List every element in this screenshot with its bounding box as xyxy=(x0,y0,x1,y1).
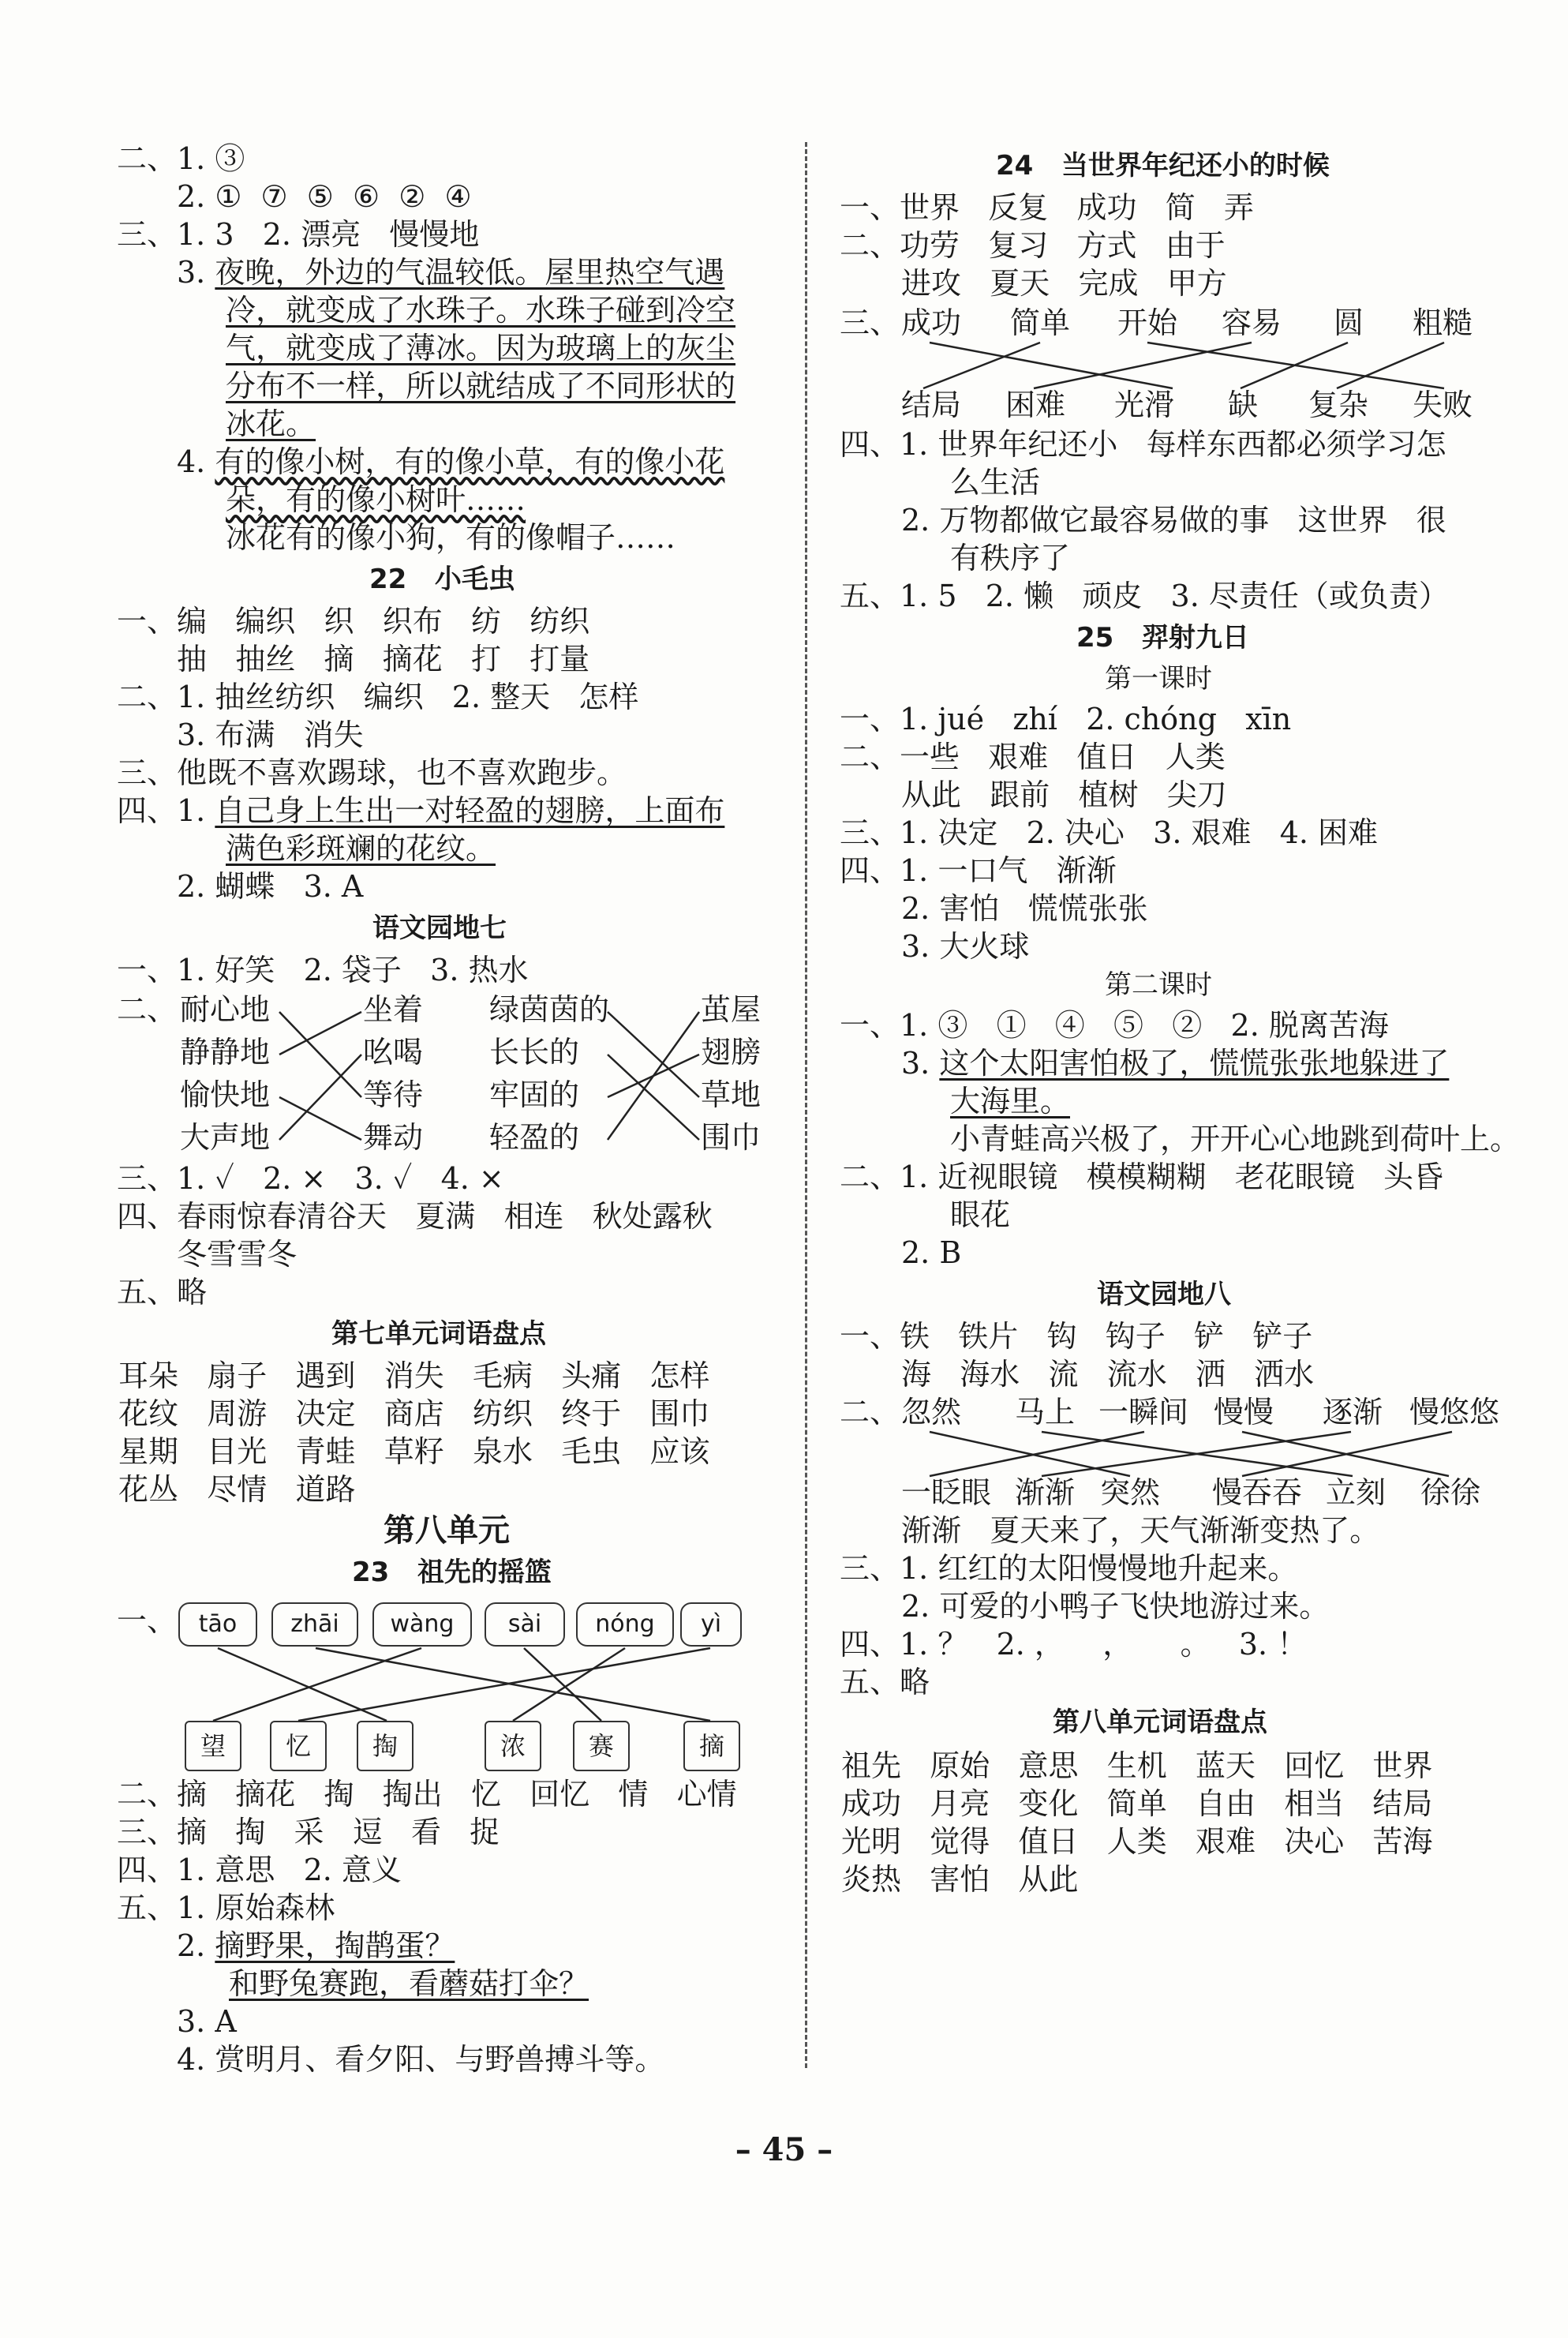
answer-line: 一、 xyxy=(117,1603,178,1638)
answer-line: 满色彩斑斓的花纹。 xyxy=(226,831,496,866)
answer-line: 三、1. ✓ 2. × 3. ✓ 4. × xyxy=(117,1161,504,1196)
answer-line: 进攻 夏天 完成 甲方 xyxy=(901,266,1227,301)
answer-line: 2. 可爱的小鸭子飞快地游过来。 xyxy=(901,1589,1330,1624)
match-line xyxy=(298,1648,710,1721)
match-line xyxy=(213,1648,421,1721)
match-line xyxy=(930,343,1173,388)
answer-line: 从此 跟前 植树 尖刀 xyxy=(901,777,1227,812)
answer-line: 分布不一样，所以就结成了不同形状的 xyxy=(226,369,736,403)
page-number: – 45 – xyxy=(735,2131,833,2168)
match-word: 慢吞吞 xyxy=(1212,1475,1303,1510)
answer-line: 四、1. 自己身上生出一对轻盈的翅膀，上面布 xyxy=(117,793,725,828)
char-box: 赛 xyxy=(573,1721,630,1771)
match-word: 围巾 xyxy=(701,1120,762,1155)
answer-line: 三、 xyxy=(840,305,900,340)
answer-line: 二、1. 抽丝纺织 编织 2. 整天 怎样 xyxy=(117,680,639,714)
match-word: 失败 xyxy=(1413,388,1473,422)
match-word: 简单 xyxy=(1010,305,1071,340)
answer-line: 四、1. 一口气 渐渐 xyxy=(840,853,1117,888)
match-word: 愉快地 xyxy=(180,1077,271,1112)
match-word: 困难 xyxy=(1005,388,1066,422)
match-word: 渐渐 xyxy=(1015,1475,1076,1510)
answer-line: 3. 这个太阳害怕极了，慌慌张张地躲进了 xyxy=(901,1046,1450,1081)
section-heading: 语文园地八 xyxy=(1097,1279,1231,1310)
answer-line: 2. 害怕 慌慌张张 xyxy=(901,891,1148,926)
match-line xyxy=(930,1432,1144,1476)
match-line xyxy=(279,1055,361,1140)
match-word: 长长的 xyxy=(489,1035,580,1070)
match-word: 圆 xyxy=(1334,305,1364,340)
match-line xyxy=(1042,1432,1353,1476)
match-line xyxy=(513,1648,625,1721)
match-word: 静静地 xyxy=(180,1035,271,1070)
match-line xyxy=(1241,343,1348,388)
pinyin-box: zhāi xyxy=(271,1602,358,1647)
answer-line: 4. 赏明月、看夕阳、与野兽搏斗等。 xyxy=(177,2042,665,2077)
match-word: 茧屋 xyxy=(701,992,762,1027)
match-word: 绿茵茵的 xyxy=(489,992,610,1027)
section-heading: 25 羿射九日 xyxy=(1076,622,1249,654)
match-word: 成功 xyxy=(901,305,962,340)
match-line xyxy=(1242,1432,1449,1476)
pinyin-box: wàng xyxy=(372,1602,472,1647)
match-line xyxy=(218,1648,387,1721)
answer-line: 大海里。 xyxy=(950,1084,1071,1118)
match-word: 缺 xyxy=(1228,388,1259,422)
word-row: 花丛 尽情 道路 xyxy=(118,1472,356,1507)
answer-line: 有秩序了 xyxy=(950,541,1071,575)
answer-line: 海 海水 流 流水 洒 洒水 xyxy=(901,1357,1315,1392)
answer-line: 二、 xyxy=(117,992,178,1027)
answer-line: 渐渐 夏天来了，天气渐渐变热了。 xyxy=(901,1513,1380,1548)
match-word: 等待 xyxy=(363,1077,424,1112)
match-word: 大声地 xyxy=(180,1120,271,1155)
answer-line: 四、春雨惊春清谷天 夏满 相连 秋处露秋 xyxy=(117,1199,713,1234)
match-line xyxy=(608,1055,699,1097)
answer-line: 3. 布满 消失 xyxy=(177,718,364,752)
pinyin-box: yì xyxy=(680,1602,742,1647)
match-word: 结局 xyxy=(901,388,962,422)
match-line xyxy=(279,1097,361,1140)
match-line xyxy=(1042,1432,1351,1476)
answer-line: 3. A xyxy=(177,2004,237,2039)
answer-line: 二、摘 摘花 掏 掏出 忆 回忆 情 心情 xyxy=(117,1777,737,1812)
unit-heading: 第八单元 xyxy=(384,1512,510,1549)
answer-line: 冬雪雪冬 xyxy=(177,1237,298,1272)
answer-line: 二、一些 艰难 值日 人类 xyxy=(840,740,1226,774)
answer-line: 二、1. 近视眼镜 模模糊糊 老花眼镜 头昏 xyxy=(840,1160,1444,1194)
answer-line: 一、铁 铁片 钩 钩子 铲 铲子 xyxy=(840,1319,1313,1354)
match-word: 一瞬间 xyxy=(1098,1395,1189,1429)
match-word: 容易 xyxy=(1222,305,1282,340)
answer-line: 五、1. 5 2. 懒 顽皮 3. 尽责任（或负责） xyxy=(840,579,1449,613)
match-word: 慢慢 xyxy=(1214,1395,1274,1429)
answer-line: 三、摘 掏 采 逗 看 捉 xyxy=(117,1815,500,1849)
answer-line: 一、1. ③ ① ④ ⑤ ② 2. 脱离苦海 xyxy=(840,1008,1389,1043)
answer-line: 冷，就变成了水珠子。水珠子碰到冷空 xyxy=(226,293,736,328)
match-word: 忽然 xyxy=(901,1395,962,1429)
match-word: 草地 xyxy=(701,1077,762,1112)
subsection-heading: 第一课时 xyxy=(1105,663,1212,695)
match-word: 马上 xyxy=(1015,1395,1076,1429)
answer-line: 3. 大火球 xyxy=(901,929,1030,964)
match-word: 一眨眼 xyxy=(901,1475,992,1510)
word-row: 星期 目光 青蛙 草籽 泉水 毛虫 应该 xyxy=(118,1434,710,1469)
answer-line: 四、1. 意思 2. 意义 xyxy=(117,1853,402,1887)
match-word: 耐心地 xyxy=(180,992,271,1027)
answer-line: 小青蛙高兴极了，开开心心地跳到荷叶上。 xyxy=(950,1122,1521,1156)
match-word: 舞动 xyxy=(363,1120,424,1155)
pinyin-box: nóng xyxy=(576,1602,674,1647)
answer-line: 二、 xyxy=(840,1395,900,1429)
pinyin-box: sài xyxy=(485,1602,565,1647)
answer-line: 三、他既不喜欢踢球，也不喜欢跑步。 xyxy=(117,755,627,790)
match-word: 轻盈的 xyxy=(489,1120,580,1155)
match-word: 光滑 xyxy=(1114,388,1175,422)
char-box: 掏 xyxy=(357,1721,414,1771)
match-line xyxy=(1337,343,1444,388)
answer-line: 四、1. ？ 2. ， ， 。 3. ！ xyxy=(840,1627,1308,1662)
section-heading: 22 小毛虫 xyxy=(369,564,515,595)
answer-line: 2. B xyxy=(901,1235,962,1270)
answer-line: 气，就变成了薄冰。因为玻璃上的灰尘 xyxy=(226,331,736,365)
answer-line: 二、1. ③ xyxy=(117,141,245,176)
char-box: 望 xyxy=(185,1721,241,1771)
match-word: 慢悠悠 xyxy=(1409,1395,1500,1429)
answer-line: 三、1. 决定 2. 决心 3. 艰难 4. 困难 xyxy=(840,815,1379,850)
match-line xyxy=(316,1648,710,1721)
match-line xyxy=(923,343,1040,388)
match-word: 翅膀 xyxy=(701,1035,762,1070)
match-word: 粗糙 xyxy=(1413,305,1473,340)
match-word: 吆喝 xyxy=(363,1035,424,1070)
answer-line: 一、1. 好笑 2. 袋子 3. 热水 xyxy=(117,953,529,987)
answer-line: 一、编 编织 织 织布 纺 纺织 xyxy=(117,604,590,639)
answer-line: 一、1. jué zhí 2. chóng xīn xyxy=(840,702,1292,736)
section-heading: 第八单元词语盘点 xyxy=(1053,1707,1267,1738)
match-line xyxy=(608,1012,699,1097)
pinyin-box: tāo xyxy=(178,1602,257,1647)
column-divider xyxy=(805,142,807,2068)
match-word: 突然 xyxy=(1100,1475,1161,1510)
answer-line: 朵，有的像小树叶…… xyxy=(226,482,526,517)
answer-line: 五、略 xyxy=(117,1275,208,1310)
match-word: 坐着 xyxy=(363,992,424,1027)
answer-line: 么生活 xyxy=(950,465,1041,500)
match-line xyxy=(608,1012,699,1140)
answer-line: 2. 蝴蝶 3. A xyxy=(177,869,364,904)
match-word: 复杂 xyxy=(1308,388,1369,422)
match-word: 徐徐 xyxy=(1420,1475,1481,1510)
answer-line: 4. 有的像小树，有的像小草，有的像小花 xyxy=(177,444,725,479)
answer-line: 五、略 xyxy=(840,1665,930,1699)
word-row: 耳朵 扇子 遇到 消失 毛病 头痛 怎样 xyxy=(118,1358,710,1393)
match-line xyxy=(279,1012,361,1097)
answer-line: 冰花有的像小狗，有的像帽子…… xyxy=(226,520,676,555)
answer-line: 2. 万物都做它最容易做的事 这世界 很 xyxy=(901,503,1446,538)
subsection-heading: 第二课时 xyxy=(1105,969,1212,1001)
char-box: 浓 xyxy=(485,1721,541,1771)
word-row: 花纹 周游 决定 商店 纺织 终于 围巾 xyxy=(118,1396,710,1431)
answer-line: 五、1. 原始森林 xyxy=(117,1890,335,1925)
match-line xyxy=(930,1432,1130,1476)
word-row: 成功 月亮 变化 简单 自由 相当 结局 xyxy=(841,1786,1433,1821)
match-line xyxy=(1034,343,1252,388)
match-line xyxy=(1147,343,1444,388)
answer-line: 3. 夜晚，外边的气温较低。屋里热空气遇 xyxy=(177,255,725,290)
answer-line: 冰花。 xyxy=(226,407,316,441)
match-line xyxy=(279,1012,361,1055)
answer-line: 2. 摘野果，掏鹊蛋？ xyxy=(177,1928,455,1963)
match-line xyxy=(608,1055,699,1140)
match-word: 立刻 xyxy=(1326,1475,1387,1510)
match-word: 开始 xyxy=(1117,305,1178,340)
section-heading: 24 当世界年纪还小的时候 xyxy=(996,150,1330,182)
match-word: 逐渐 xyxy=(1323,1395,1383,1429)
word-row: 祖先 原始 意思 生机 蓝天 回忆 世界 xyxy=(841,1748,1433,1783)
answer-line: 三、1. 3 2. 漂亮 慢慢地 xyxy=(117,217,480,252)
answer-line: 一、世界 反复 成功 简 弄 xyxy=(840,190,1254,225)
match-line xyxy=(1242,1432,1452,1476)
word-row: 炎热 害怕 从此 xyxy=(841,1862,1079,1897)
section-heading: 23 祖先的摇篮 xyxy=(352,1557,552,1588)
answer-line: 和野兔赛跑，看蘑菇打伞？ xyxy=(229,1966,589,2001)
match-line xyxy=(524,1648,601,1721)
section-heading: 第七单元词语盘点 xyxy=(331,1318,546,1350)
match-word: 牢固的 xyxy=(489,1077,580,1112)
answer-line: 三、1. 红红的太阳慢慢地升起来。 xyxy=(840,1551,1298,1586)
word-row: 光明 觉得 值日 人类 艰难 决心 苦海 xyxy=(841,1824,1433,1859)
section-heading: 语文园地七 xyxy=(372,912,507,944)
answer-line: 2. ① ⑦ ⑤ ⑥ ② ④ xyxy=(177,179,472,214)
char-box: 摘 xyxy=(683,1721,740,1771)
char-box: 忆 xyxy=(270,1721,327,1771)
answer-line: 四、1. 世界年纪还小 每样东西都必须学习怎 xyxy=(840,427,1446,462)
answer-line: 二、功劳 复习 方式 由于 xyxy=(840,228,1226,263)
answer-line: 眼花 xyxy=(950,1197,1011,1232)
answer-line: 抽 抽丝 摘 摘花 打 打量 xyxy=(177,642,590,676)
